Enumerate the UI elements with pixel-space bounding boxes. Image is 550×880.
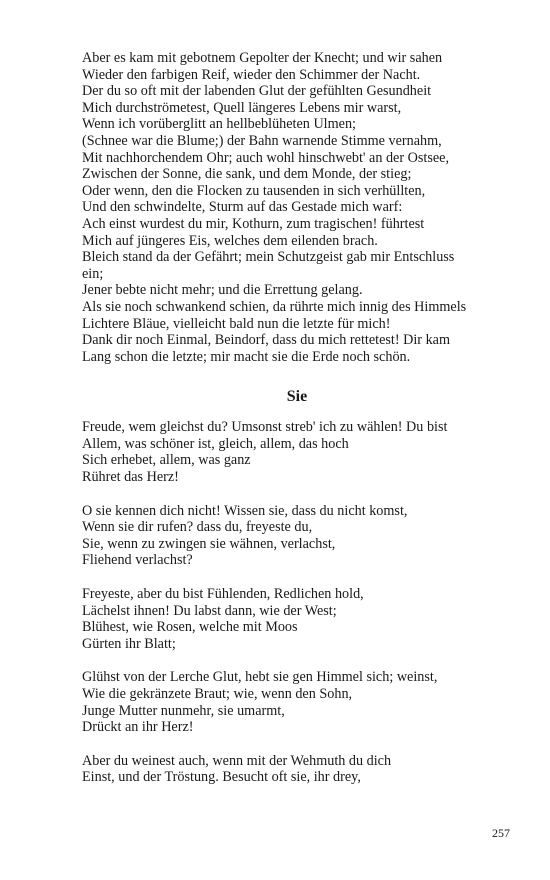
verse-line: Aber du weinest auch, wenn mit der Wehmuth du dich [82,752,392,769]
verse-line: Lang schon die letzte; mir macht sie die Erde noch schön. [82,348,411,365]
verse-line: Allem, was schöner ist, gleich, allem, das hoch [82,435,349,452]
stanza-5 [82,753,512,786]
verse-line: Freyeste, aber du bist Fühlenden, Redlichen hold, [82,586,364,603]
verse-line: Der du so oft mit der labenden Glut der gefühlten Gesundheit [82,83,432,100]
stanza-4 [82,669,512,735]
stanza-2 [82,503,512,569]
verse-line: Bleich stand da der Gefährt; mein Schutzgeist gab mir Entschluss [82,249,455,266]
verse-line: Freude, wem gleichst du? Umsonst streb' ich zu wählen! Du bist [82,419,448,436]
verse-line: O sie kennen dich nicht! Wissen sie, dass du nicht komst, [82,502,408,519]
verse-line: Wie die gekränzete Braut; wie, wenn den Sohn, [82,686,353,702]
verse-line: Rühret das Herz! [82,469,179,486]
poem-title: Sie [286,388,308,406]
verse-line: Drückt an ihr Herz! [82,719,194,736]
verse-line: Oder wenn, den die Flocken zu tausenden in sich verhüllten, [82,182,426,199]
verse-line: Fliehend verlachst? [82,552,193,569]
stanza-1 [82,419,512,485]
verse-line: Blühest, wie Rosen, welche mit Moos [82,619,298,636]
verse-line: Und den schwindelte, Sturm auf das Gestade mich warf: [82,199,403,216]
verse-line: Wenn ich vorüberglitt an hellbeblüheten Ulmen; [82,116,356,133]
verse-line: Mit nachhorchendem Ohr; auch wohl hinschwebt' an der Ostsee, [82,149,449,166]
intro-verse-block [82,50,512,365]
verse-line: Lichtere Bläue, vielleicht bald nun die letzte für mich! [82,315,391,332]
verse-line: Wenn sie dir rufen? dass du, freyeste du, [82,519,313,536]
verse-line: Mich durchströmetest, Quell längeres Lebens mir warst, [82,99,402,116]
verse-line: Gürten ihr Blatt; [82,635,176,652]
verse-line: Glühst von der Lerche Glut, hebt sie gen Himmel sich; weinst, [82,669,438,686]
verse-line: Sich erhebet, allem, was ganz [82,452,251,469]
verse-line: (Schnee war die Blume;) der Bahn warnende Stimme vernahm, [82,132,442,149]
verse-line: Jener bebte nicht mehr; und die Errettung gelang. [82,282,363,299]
verse-line: Mich auf jüngeres Eis, welches dem eilenden brach. [82,232,378,249]
verse-line: Sie, wenn zu zwingen sie wähnen, verlachst, [82,535,336,552]
verse-line: Zwischen der Sonne, die sank, und dem Monde, der stieg; [82,166,412,183]
verse-line: Aber es kam mit gebotnem Gepolter der Knecht; und wir sahen [82,50,443,66]
verse-line: Junge Mutter nunmehr, sie umarmt, [82,702,285,719]
verse-line: Dank dir noch Einmal, Beindorf, dass du mich rettetest! Dir kam [82,332,450,349]
page-number: 257 [492,826,510,840]
verse-line: Lächelst ihnen! Du labst dann, wie der West; [82,602,337,619]
stanza-3 [82,586,512,652]
book-page [82,50,512,803]
verse-line: Als sie noch schwankend schien, da rührte mich innig des Himmels [82,298,467,315]
verse-line: Ach einst wurdest du mir, Kothurn, zum tragischen! führtest [82,215,425,232]
verse-line: Wieder den farbigen Reif, wieder den Schimmer der Nacht. [82,66,421,83]
verse-line: Einst, und der Tröstung. Besucht oft sie, ihr drey, [82,769,361,786]
verse-line: ein; [82,265,104,282]
